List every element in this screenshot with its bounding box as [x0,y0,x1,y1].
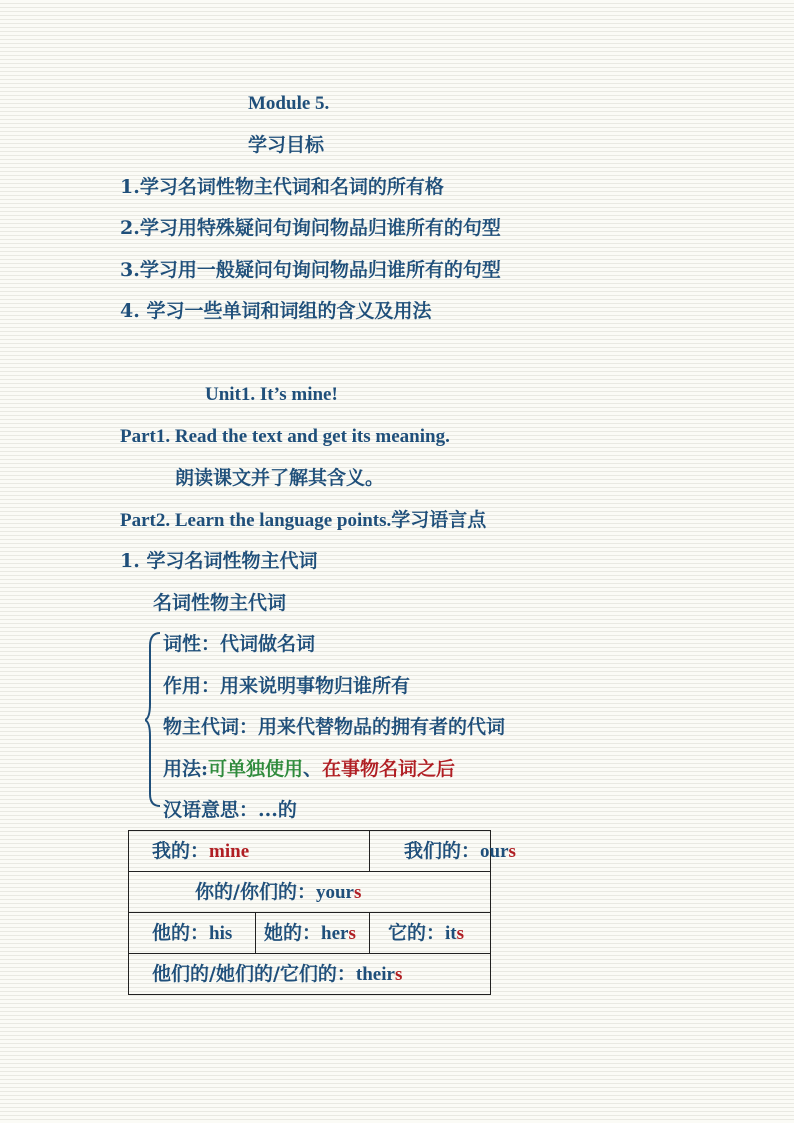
usage-separator: 、 [303,758,323,780]
part2-title-cn: 学习语言点 [391,509,487,531]
cell-label: 我们的： [404,839,481,862]
part2-title-en: Part2. Learn the language points. [120,510,392,531]
cell-word: our [480,840,509,862]
usage-label: 用法: [163,758,209,780]
cell-label: 他们的/她们的/它们的： [152,962,356,985]
table-cell-ours [370,831,516,872]
table-row [129,913,491,954]
table-cell-its [370,913,491,954]
cell-suffix: s [456,922,465,944]
cell-word: her [321,922,349,944]
cell-label: 她的： [264,921,322,944]
brace-item-role: 作用：用来说明事物归谁所有 [163,675,411,697]
table-cell-hers [256,913,370,954]
cell-word: their [355,963,395,985]
left-brace-icon [145,632,161,807]
table-row [129,872,491,913]
cell-label: 我的： [152,839,210,862]
table-row [129,954,491,995]
brace-item-usage [163,757,455,781]
objective-item-1: 1.学习名词性物主代词和名词的所有格 [120,176,444,198]
table-cell-his [129,913,256,954]
cell-word: mine [209,840,250,862]
cell-label: 他的： [152,921,210,944]
usage-standalone: 可单独使用 [208,758,304,780]
cell-suffix: s [353,881,362,903]
table-cell-mine [129,831,370,872]
point1-subheading: 名词性物主代词 [153,592,287,614]
objective-item-4: 4. 学习一些单词和词组的含义及用法 [120,300,432,322]
cell-label: 你的/你们的： [195,880,316,903]
objective-item-3: 3.学习用一般疑问句询问物品归谁所有的句型 [120,259,501,281]
module-title: Module 5. [248,93,330,114]
cell-suffix: s [508,840,516,862]
cell-word: your [315,881,354,903]
objectives-heading: 学习目标 [248,134,325,156]
unit-title: Unit1. It’s mine! [205,384,338,405]
cell-word: his [209,922,233,944]
brace-item-meaning: 汉语意思：...的 [163,799,297,821]
table-cell-theirs [129,954,491,995]
cell-suffix: s [348,922,356,944]
usage-after-noun: 在事物名词之后 [322,758,456,780]
point1-heading: 1. 学习名词性物主代词 [120,550,318,572]
cell-label: 它的： [388,921,446,944]
brace-item-definition: 物主代词：用来代替物品的拥有者的代词 [163,716,506,738]
objective-item-2: 2.学习用特殊疑问句询问物品归谁所有的句型 [120,217,501,239]
table-row [129,831,491,872]
brace-item-pos: 词性：代词做名词 [163,633,316,655]
part1-title: Part1. Read the text and get its meaning. [120,426,450,447]
pronoun-table [128,830,516,995]
table-cell-yours [129,872,491,913]
part1-subtitle: 朗读课文并了解其含义。 [175,467,385,489]
cell-suffix: s [394,963,403,985]
part2-title [120,508,486,533]
cell-word: it [445,922,457,944]
